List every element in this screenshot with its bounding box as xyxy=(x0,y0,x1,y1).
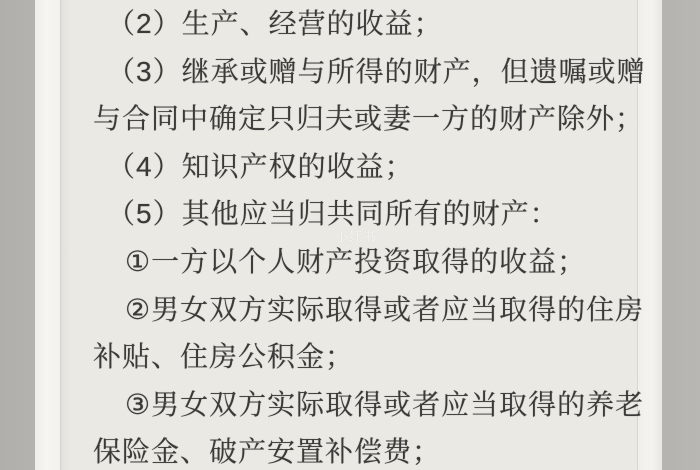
text-line-item-4: （4）知识产权的收益； xyxy=(107,150,414,182)
text-line-subitem-2-cont: 补贴、住房公积金； xyxy=(93,341,355,373)
text-line-item-5: （5）其他应当归共同所有的财产： xyxy=(107,198,559,230)
text-line-subitem-3-cont: 保险金、破产安置补偿费； xyxy=(93,436,442,468)
text-line-item-2: （2）生产、经营的收益； xyxy=(107,8,443,39)
document-text-block xyxy=(93,0,646,470)
text-line-subitem-3: ③男女双方实际取得或者应当取得的养老 xyxy=(125,388,645,420)
text-line-item-3-cont: 与合同中确定只归夫或妻一方的财产除外； xyxy=(93,103,645,135)
text-line-subitem-1: ①一方以个人财产投资取得的收益； xyxy=(125,245,587,277)
text-line-item-3: （3）继承或赠与所得的财产，但遗嘱或赠 xyxy=(107,55,646,87)
page-fold-shadow xyxy=(61,0,71,470)
page-left-edge xyxy=(35,0,61,470)
xiaohongshu-watermark: 小红书 xyxy=(335,229,378,244)
text-line-subitem-2: ②男女双方实际取得或者应当取得的住房 xyxy=(125,293,645,325)
